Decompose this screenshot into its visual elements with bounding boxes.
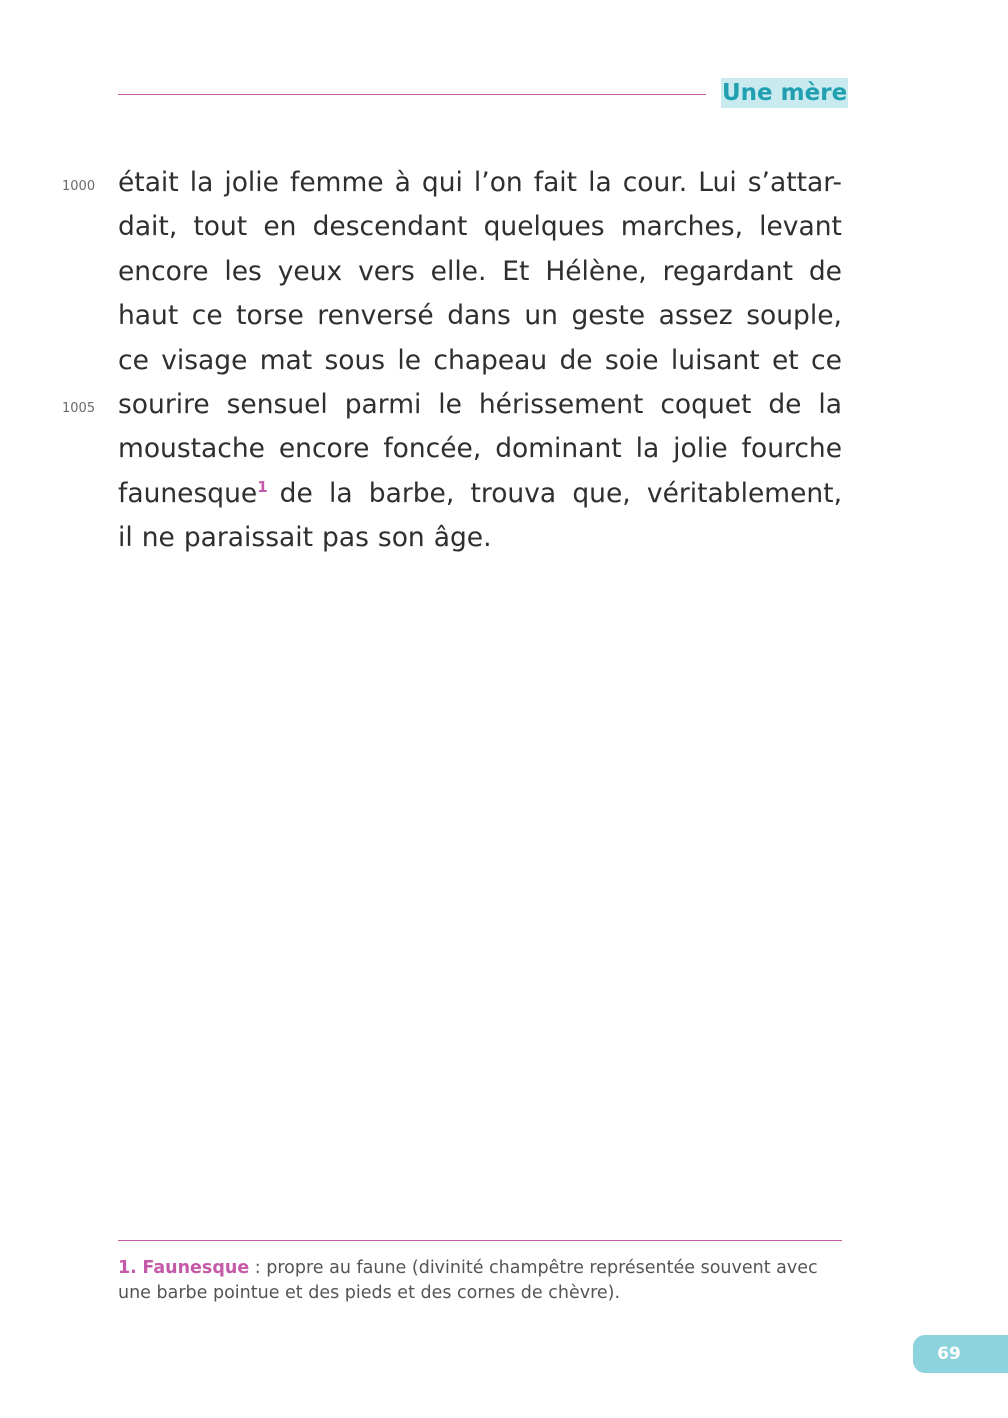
line-number-1000: 1000 — [62, 179, 96, 194]
word: trouva — [470, 477, 557, 509]
page-number-tab — [913, 1335, 1008, 1373]
footnote-separator: : — [249, 1258, 261, 1278]
word: de — [559, 344, 593, 376]
faunesque-word: faunesque$^1$ — [118, 477, 268, 509]
word: elle. — [430, 255, 487, 287]
word: ce — [191, 300, 223, 332]
word: quelques — [483, 211, 605, 243]
word: femme — [290, 167, 384, 198]
page-number: 69 — [937, 1344, 961, 1364]
text-line-with-footnote — [118, 472, 842, 516]
word: de — [768, 388, 802, 420]
word: véritablement, — [646, 477, 842, 509]
word: coquet — [660, 388, 752, 420]
word: luisant — [670, 344, 760, 376]
word: en — [263, 211, 297, 243]
text-line — [118, 294, 842, 338]
word: encore — [118, 255, 209, 287]
word: le — [397, 344, 422, 376]
word: la — [588, 167, 612, 198]
header-rule — [118, 94, 706, 95]
text-line — [118, 205, 842, 249]
text-line — [118, 383, 842, 427]
word: regardant — [662, 255, 793, 287]
word: moustache — [118, 433, 265, 465]
word: geste — [571, 300, 646, 332]
word: parmi — [344, 388, 422, 420]
word: dominant — [495, 433, 622, 465]
footnote-definition: propre au faune (divinité champêtre représentée souvent avec une barbe pointue et des pieds et des cornes de chèvre). — [118, 1258, 818, 1303]
word: et — [772, 344, 799, 376]
word: mat — [259, 344, 313, 376]
word: foncée, — [383, 433, 482, 465]
word: jolie — [224, 167, 279, 198]
word: ne — [141, 522, 175, 554]
footnote-number: 1. — [118, 1258, 137, 1278]
word: Hélène, — [545, 255, 647, 287]
word: soie — [604, 344, 659, 376]
word: yeux — [277, 255, 343, 287]
word: s’attar- — [747, 167, 842, 198]
text-line — [118, 161, 842, 205]
chapter-title: Une mère — [722, 80, 848, 106]
word: ce — [811, 344, 842, 376]
footnote-rule — [118, 1240, 842, 1241]
word: pas — [322, 522, 369, 554]
word: la — [635, 433, 660, 465]
word: tout — [193, 211, 248, 243]
word: la — [189, 167, 214, 198]
word: la — [818, 388, 842, 420]
text-line — [118, 516, 842, 560]
word: assez — [658, 300, 733, 332]
text-line — [118, 250, 842, 294]
word: était — [118, 167, 179, 198]
word: paraissait — [183, 522, 314, 554]
word: souple, — [746, 300, 842, 332]
word: ce — [118, 344, 149, 376]
body-text — [118, 161, 842, 561]
word: de — [279, 477, 313, 509]
word: de — [808, 255, 842, 287]
word: encore — [278, 433, 370, 465]
word: l’on — [473, 167, 523, 198]
text-line — [118, 339, 842, 383]
footnote-reference[interactable]: 1 — [257, 477, 268, 496]
word: sensuel — [226, 388, 328, 420]
footnote-term: Faunesque — [142, 1258, 250, 1278]
word: le — [438, 388, 462, 420]
text-line — [118, 427, 842, 471]
word: descendant — [312, 211, 468, 243]
word: fourche — [741, 433, 842, 465]
word: cour. — [622, 167, 688, 198]
word: dans — [447, 300, 511, 332]
word: hérissement — [478, 388, 644, 420]
footnote — [118, 1256, 842, 1306]
word: il — [118, 522, 133, 554]
word: vers — [358, 255, 415, 287]
text-line-continuation — [280, 472, 842, 516]
word: haut — [118, 300, 179, 332]
word: un — [524, 300, 558, 332]
word: son — [377, 522, 425, 554]
word: à — [394, 167, 411, 198]
word: sourire — [118, 388, 210, 420]
word: Lui — [698, 167, 737, 198]
word: levant — [759, 211, 842, 243]
line-number-1005: 1005 — [62, 401, 96, 416]
word: chapeau — [433, 344, 548, 376]
word: sous — [324, 344, 386, 376]
word: les — [224, 255, 262, 287]
word: torse — [236, 300, 304, 332]
word: barbe, — [368, 477, 455, 509]
word: fait — [533, 167, 578, 198]
word: renversé — [317, 300, 434, 332]
word: dait, — [118, 211, 178, 243]
word: visage — [161, 344, 248, 376]
word: âge. — [433, 522, 492, 554]
word: marches, — [620, 211, 743, 243]
word: jolie — [673, 433, 728, 465]
word: qui — [421, 167, 463, 198]
word: Et — [502, 255, 530, 287]
word: la — [328, 477, 353, 509]
word: que, — [572, 477, 631, 509]
